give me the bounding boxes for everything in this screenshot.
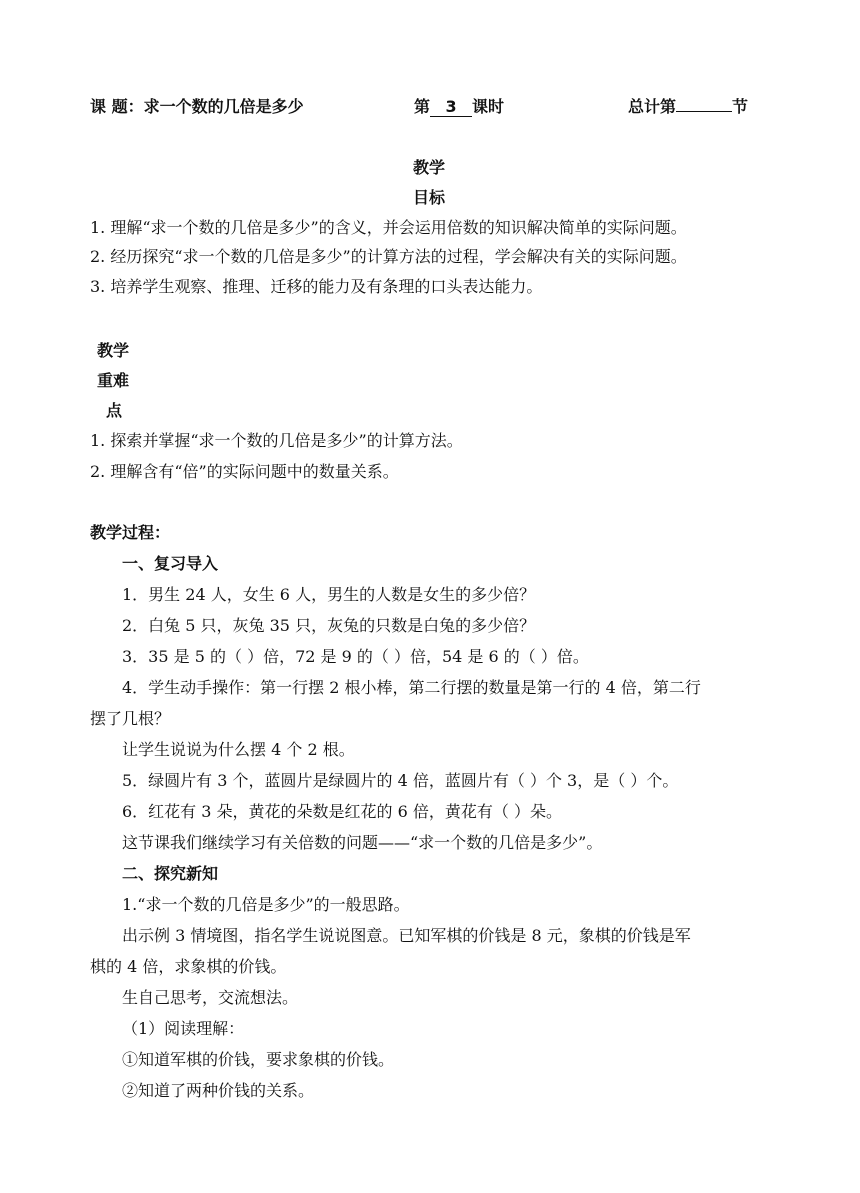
section-title-explore: 二、探究新知 — [122, 864, 219, 883]
lesson-suffix: 课时 — [472, 97, 505, 116]
review-item: 1．男生 24 人，女生 6 人，男生的人数是女生的多少倍？ — [122, 585, 536, 604]
explore-item: 生自己思考，交流想法。 — [122, 988, 299, 1007]
review-transition: 这节课我们继续学习有关倍数的问题——“求一个数的几倍是多少”。 — [122, 833, 603, 852]
review-item: 5．绿圆片有 3 个，蓝圆片是绿圆片的 4 倍，蓝圆片有（ ）个 3，是（ ）个。 — [122, 771, 679, 790]
explore-item: ②知道了两种价钱的关系。 — [122, 1081, 315, 1100]
keypoints-heading-line3: 点 — [106, 401, 123, 420]
section-title-review: 一、复习导入 — [122, 554, 219, 573]
goals-heading-line1: 教学 — [413, 158, 446, 177]
goals-heading-line2: 目标 — [413, 188, 446, 207]
keypoint-item: 2. 理解含有“倍”的实际问题中的数量关系。 — [90, 462, 399, 481]
keypoint-item: 1. 探索并掌握“求一个数的几倍是多少”的计算方法。 — [90, 431, 463, 450]
explore-item: 1.“求一个数的几倍是多少”的一般思路。 — [122, 895, 410, 914]
total-number — [676, 111, 732, 112]
keypoints-heading-line2: 重难 — [97, 371, 130, 390]
review-item: 让学生说说为什么摆 4 个 2 根。 — [122, 740, 355, 759]
review-item-continuation: 摆了几根？ — [90, 709, 171, 728]
goal-item: 3. 培养学生观察、推理、迁移的能力及有条理的口头表达能力。 — [90, 277, 543, 296]
review-item: 3．35 是 5 的（ ）倍，72 是 9 的（ ）倍，54 是 6 的（ ）倍。 — [122, 647, 589, 666]
explore-item: （1）阅读理解： — [122, 1019, 245, 1038]
review-item: 4．学生动手操作：第一行摆 2 根小棒，第二行摆的数量是第一行的 4 倍，第二行 — [122, 678, 701, 697]
lesson-number-field — [414, 97, 504, 117]
total-lesson-field — [628, 97, 748, 117]
explore-item: ①知道军棋的价钱，要求象棋的价钱。 — [122, 1050, 395, 1069]
keypoints-heading-line1: 教学 — [97, 341, 130, 360]
goal-item: 2. 经历探究“求一个数的几倍是多少”的计算方法的过程，学会解决有关的实际问题。 — [90, 247, 687, 266]
total-suffix: 节 — [732, 97, 749, 116]
review-item: 2．白兔 5 只，灰兔 35 只，灰兔的只数是白兔的多少倍？ — [122, 616, 536, 635]
process-heading: 教学过程： — [90, 523, 171, 542]
lesson-number: 3 — [430, 98, 472, 117]
lesson-topic: 课 题：求一个数的几倍是多少 — [90, 97, 304, 116]
goal-item: 1. 理解“求一个数的几倍是多少”的含义，并会运用倍数的知识解决简单的实际问题。 — [90, 218, 687, 237]
total-prefix: 总计第 — [628, 97, 677, 116]
review-item: 6．红花有 3 朵，黄花的朵数是红花的 6 倍，黄花有（ ）朵。 — [122, 802, 562, 821]
lesson-prefix: 第 — [414, 97, 431, 116]
explore-item-continuation: 棋的 4 倍，求象棋的价钱。 — [90, 957, 287, 976]
explore-item: 出示例 3 情境图，指名学生说说图意。已知军棋的价钱是 8 元，象棋的价钱是军 — [122, 926, 691, 945]
